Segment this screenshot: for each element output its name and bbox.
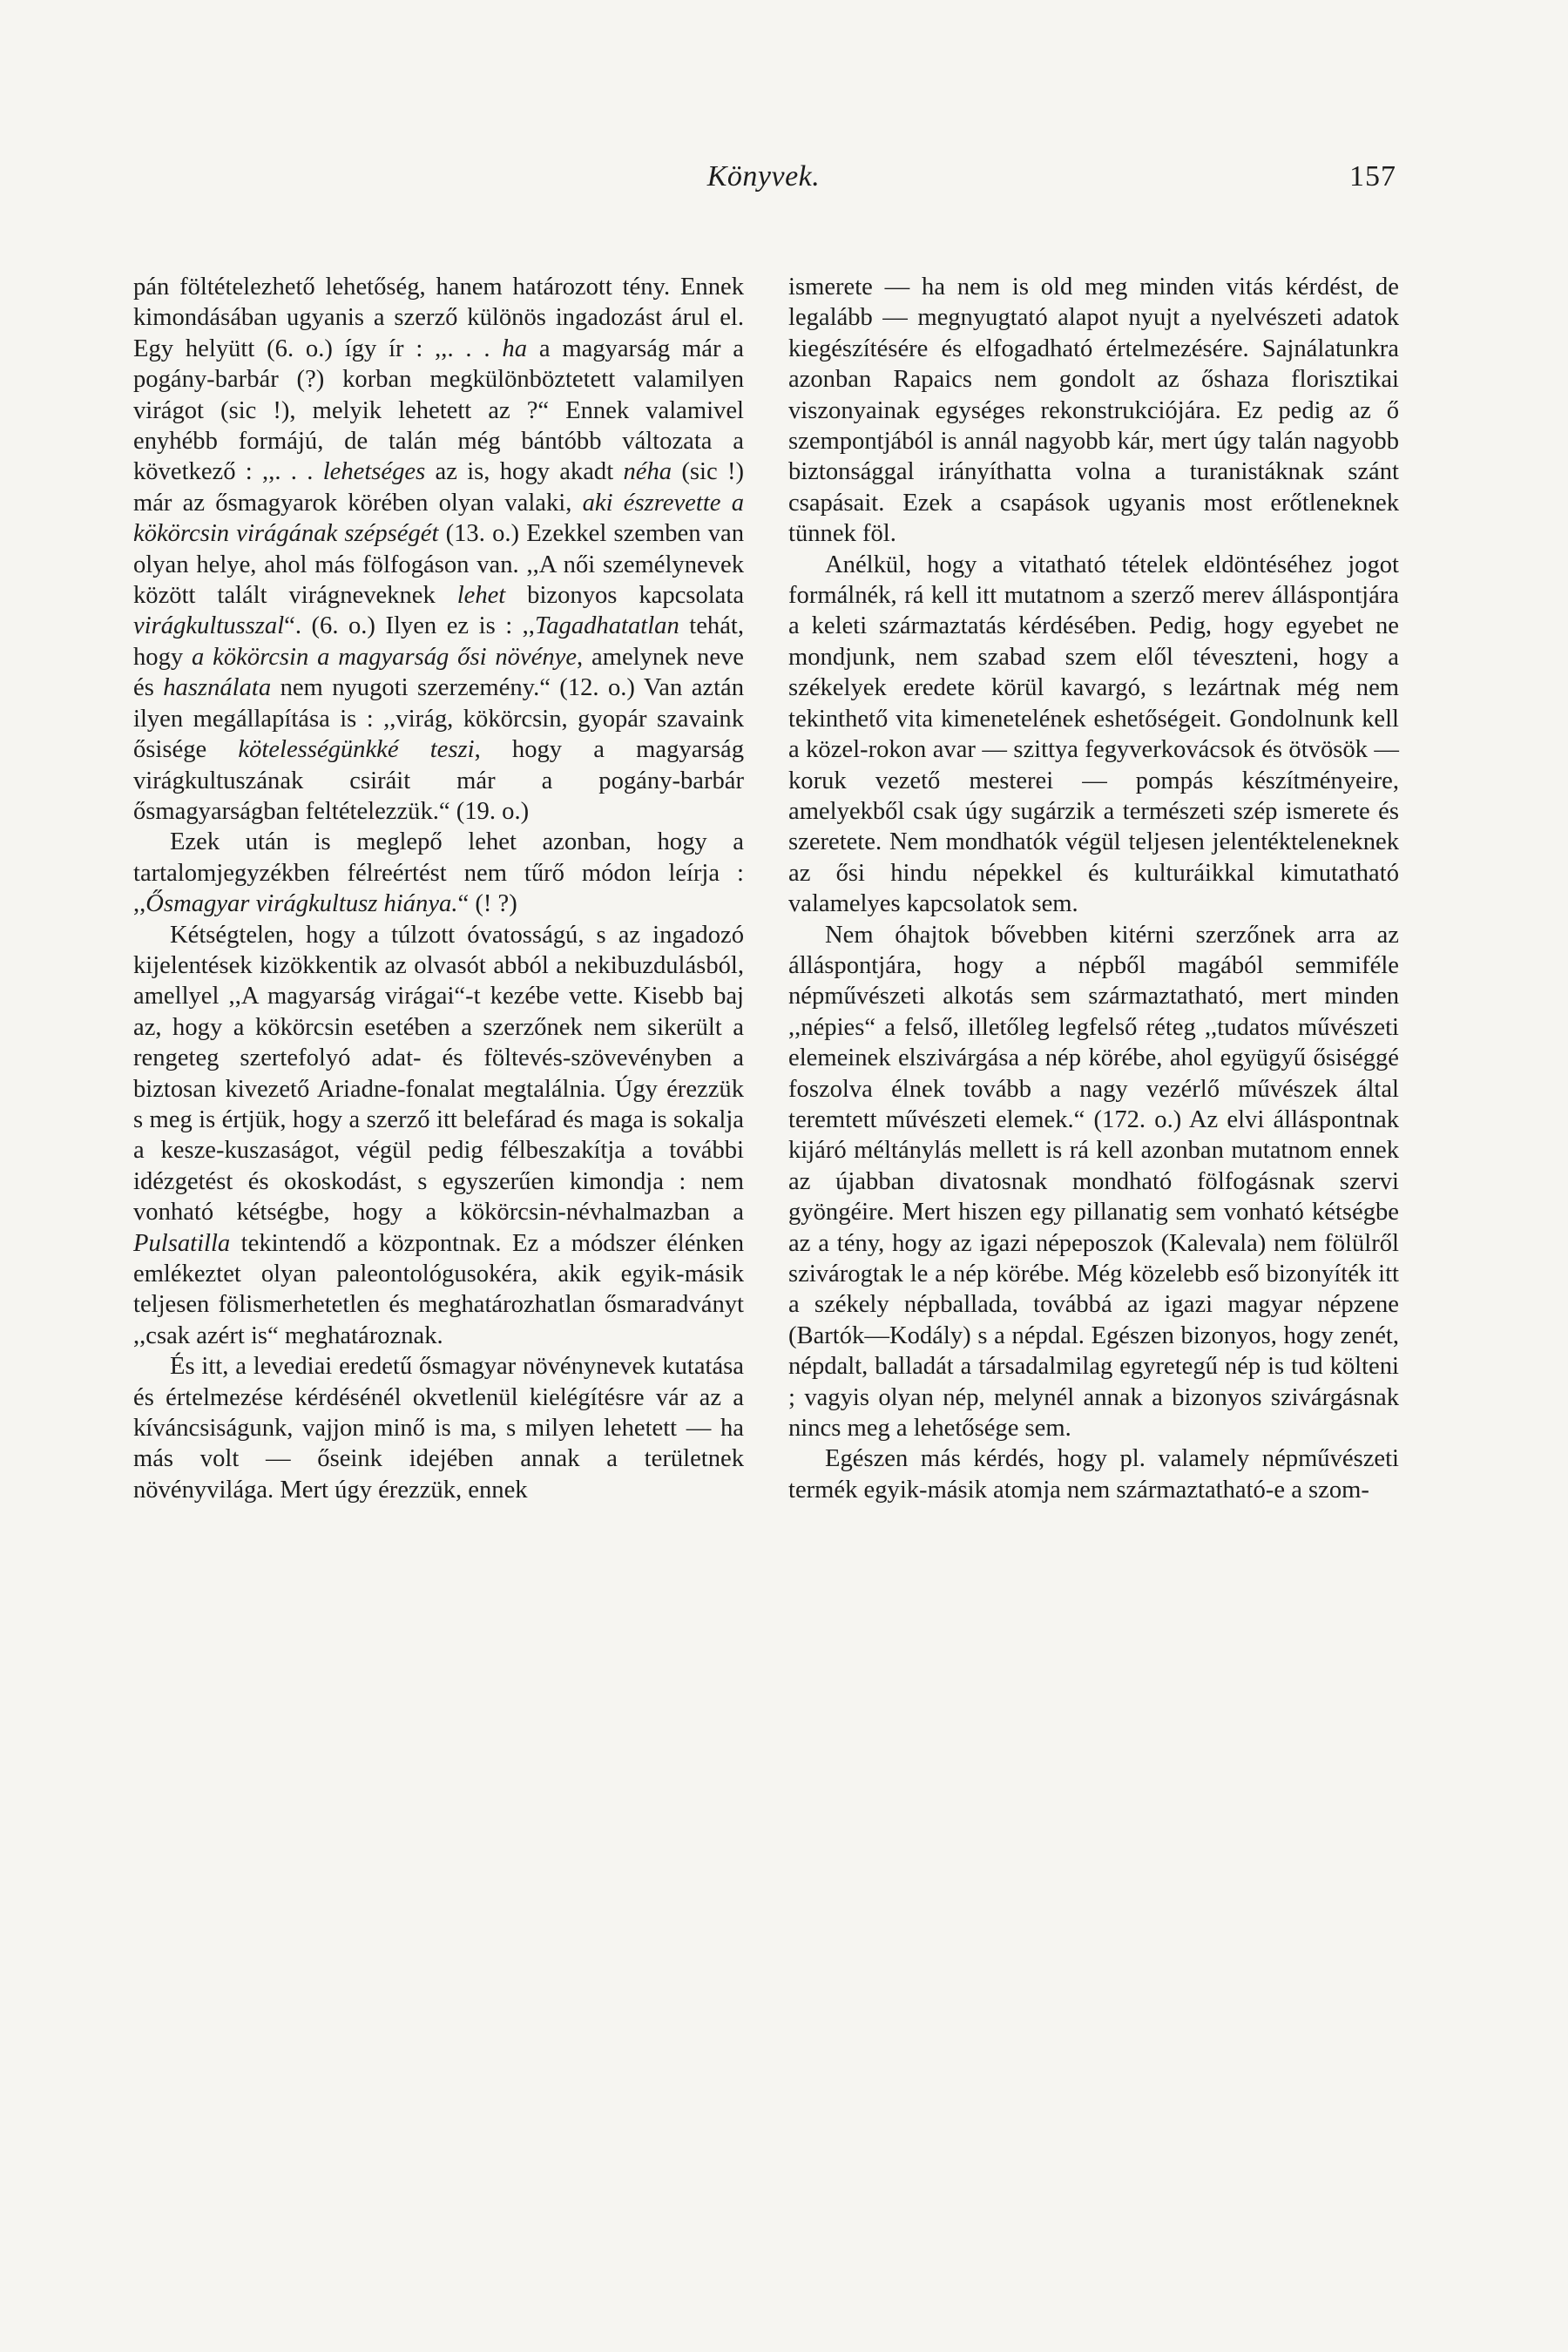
text-segment: ismerete — ha nem is old meg minden vitás kérdést, de legalább — megnyugtató alapot nyujt a nyelvészeti adatok kiegészítésére és elfogadható értelmezésére. Sajnálatunkra azonban Rapaics nem gondolt az őshaza florisztikai viszonyainak egységes rekonstrukciójára. Ez pedig az ő szempontjából is annál nagyobb kár, mert úgy talán nagyobb biztonsággal irányíthatta volna a turanistáknak szánt csapásait. Ezek a csapások ugyanis most erőtleneknek tünnek föl. [788, 274, 1399, 548]
italic-text: ha [502, 335, 527, 362]
text-segment: a magyarság már a pogány-barbár (?) korban megkülönböztetett valamilyen virágot (sic !), melyik lehetett az ?“ Ennek valamivel enyhébb formájú, de talán még bántóbb változata a következő : ,,. . . [133, 335, 744, 486]
text-segment: pán föltételezhető lehetőség, hanem határozott tény. Ennek kimondásában ugyanis a szerző különös ingadozást árul el. Egy helyütt (6. o.) így ír : ,,. . . [133, 274, 744, 362]
paragraph [133, 272, 744, 827]
paragraph [133, 827, 744, 919]
section-title: Könyvek. [706, 160, 821, 193]
paragraph [788, 1443, 1399, 1505]
text-segment: És itt, a levediai eredetű ősmagyar növénynevek kutatása és értelmezése kérdésénél okvetlenül kielégítésre vár az a kíváncsiságunk, vajjon minő is ma, s milyen lehetett — ha más volt — őseink idejében annak a területnek növényvilága. Mert úgy érezzük, ennek [133, 1353, 744, 1504]
text-segment: Egészen más kérdés, hogy pl. valamely népművészeti termék egyik-másik atomja nem származtatható-e a szom- [788, 1445, 1399, 1504]
text-segment: Ezek után is meglepő lehet azonban, hogy a tartalomjegyzékben félreértést nem tűrő módon leírja : ,, [133, 828, 744, 918]
text-segment: , amelynek neve és [133, 643, 745, 702]
paragraph [133, 1351, 744, 1505]
italic-text: Ősmagyar virágkultusz hiánya. [145, 890, 458, 918]
paragraph [788, 272, 1399, 550]
text-segment: (13. o.) Ezekkel szemben van olyan helye, ahol más fölfogáson van. ,,A női személynevek között talált virágneveknek [133, 520, 744, 610]
italic-text: használata [163, 674, 272, 702]
italic-text: néha [623, 458, 672, 486]
italic-text: Pulsatilla [133, 1229, 231, 1257]
italic-text: Tagadhatatlan [534, 612, 679, 640]
text-segment: tehát, hogy [133, 612, 744, 671]
paragraph [788, 920, 1399, 1444]
text-segment: Anélkül, hogy a vitatható tételek eldöntéséhez jogot formálnék, rá kell itt mutatnom a szerző merev álláspontjára a keleti származtatás kérdésében. Pedig, hogy egyebet ne mondjunk, nem szabad szem elől téveszteni, hogy a székelyek eredete körül kavargó, s lezártnak még nem tekinthető vita kimenetelének eshetőségeit. Gondolnunk kell a közel-rokon avar — szittya fegyverkovácsok és ötvösök — koruk vezető mesterei — pompás készítményeire, amelyekből csak úgy sugárzik a természeti szép ismerete és szeretete. Nem mondhatók végül teljesen jelentékteleneknek az ősi hindu népekkel és kulturáikkal kimutatható valamelyes kapcsolatok sem. [788, 551, 1399, 918]
italic-text: aki észrevette a kökörcsin virágának szépségét [133, 489, 744, 548]
right-column [788, 272, 1399, 1505]
paragraph [133, 920, 744, 1352]
running-head [131, 160, 1396, 204]
text-segment: Kétségtelen, hogy a túlzott óvatosságú, s az ingadozó kijelentések kizökkentik az olvasót abból a nekibuzdulásból, amellyel ,,A magyarság virágai“-t kezébe vette. Kisebb baj az, hogy a kökörcsin esetében a szerzőnek nem sikerült a rengeteg szertefolyó adat- és föltevés-szövevényben a biztosan kivezető Ariadne-fonalat megtalálnia. Úgy érezzük s meg is értjük, hogy a szerző itt belefárad és maga is sokalja a kesze-kuszaságot, végül pedig félbeszakítja a további idézgetést és okoskodást, s egyszerűen kimondja : nem vonható kétségbe, hogy a kökörcsin-névhalmazban a [133, 921, 744, 1227]
italic-text: virágkultusszal [133, 612, 285, 640]
italic-text: a kökörcsin a magyarság ősi növénye [192, 643, 578, 671]
italic-text: lehet [456, 582, 506, 610]
text-segment: Nem óhajtok bővebben kitérni szerzőnek arra az álláspontjára, hogy a népből magából semmiféle népművészeti alkotás sem származtatható, mert minden ,,népies“ a felső, illetőleg legfelső réteg ,,tudatos művészeti elemeinek elszivárgása a nép körébe, ahol együgyű ősiséggé foszolva élnek tovább a nagy vezérlő művészek által teremtett művészeti elemek.“ (172. o.) Az elvi álláspontnak kijáró méltánylás mellett is rá kell azonban mutatnom ennek az újabban divatosnak mondható fölfogásnak szervi gyöngéire. Mert hiszen egy pillanatig sem vonható kétségbe az a tény, hogy az igazi népeposzok (Kalevala) nem fölülről szivárogtak le a nép körébe. Még közelebb eső bizonyíték itt a székely népballada, továbbá az igazi magyar népzene (Bartók—Kodály) s a népdal. Egészen bizonyos, hogy zenét, népdalt, balladát a társadalmilag egyretegű nép is tud költeni ; vagyis olyan nép, melynél annak a bizonyos szivárgásnak nincs meg a lehetősége sem. [788, 921, 1399, 1443]
text-segment: , hogy a magyarság virágkultuszának csiráit már a pogány-barbár ősmagyarságban feltételezzük.“ (19. o.) [133, 736, 745, 825]
italic-text: kötelességünkké teszi [238, 736, 475, 764]
paragraph [788, 550, 1399, 920]
text-segment: “ (! ?) [457, 890, 517, 918]
text-segment: (sic !) már az ősmagyarok körében olyan valaki, [133, 458, 744, 517]
left-column [133, 272, 744, 1505]
text-segment: tekintendő a központnak. Ez a módszer élénken emlékeztet olyan paleontológusokéra, akik egyik-másik teljesen fölismerhetetlen és meghatározhatlan ősmaradványt ,,csak azért is“ meghatároznak. [133, 1229, 744, 1349]
text-segment: nem nyugoti szerzemény.“ (12. o.) Van aztán ilyen megállapítása is : ,,virág, kökörcsin, gyopár szavaink ősisége [133, 674, 745, 764]
italic-text: lehetséges [322, 458, 426, 486]
page-number: 157 [1349, 160, 1396, 193]
text-segment: “. (6. o.) Ilyen ez is : ,, [284, 612, 535, 640]
text-segment: bizonyos kapcsolata [505, 582, 745, 610]
text-segment: az is, hogy akadt [425, 458, 624, 486]
